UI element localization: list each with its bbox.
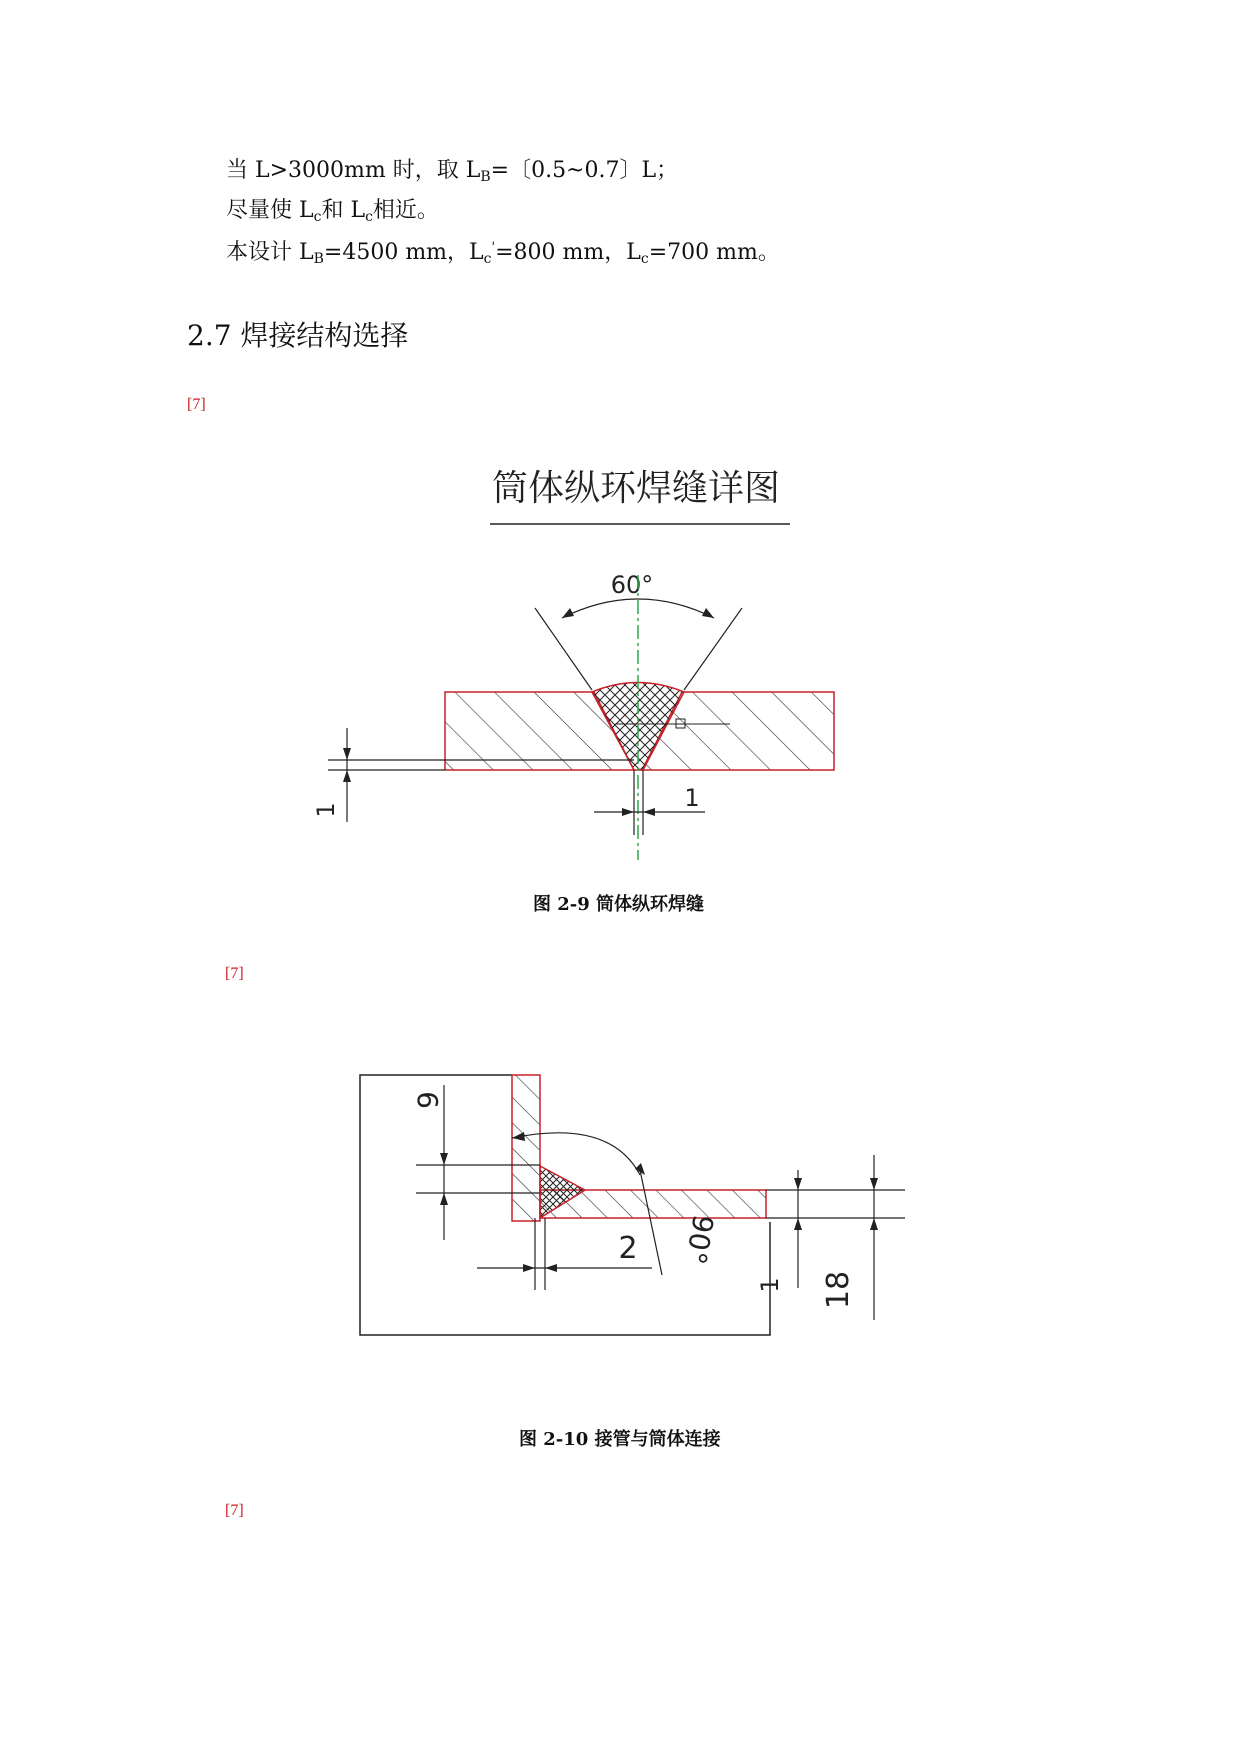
figure1-caption: 图 2-9 筒体纵环焊缝 <box>533 894 705 915</box>
body-line-3: 本设计 $L_B=4500$ mm，$L_c'=800$ mm，$L_c=700$ mm。 <box>226 240 780 267</box>
figure2-caption: 图 2-10 接管与筒体连接 <box>519 1429 721 1450</box>
body-line-2: 尽量使 $L_c$和 $L_c$相近。 <box>226 198 439 225</box>
reference-marker: [7] <box>225 1502 244 1519</box>
left-dim-label: 1 <box>312 802 340 818</box>
body-line-1: 当 L>3000mm 时，取 $L_B=$〔0.5~0.7〕L； <box>226 158 679 185</box>
right-dim-label: 18 <box>821 1270 856 1310</box>
section-heading: 2.7 焊接结构选择 <box>187 319 409 352</box>
angle-label-90: 90° <box>678 1212 720 1267</box>
nozzle-connection-figure <box>340 1060 920 1360</box>
reference-marker: [7] <box>225 965 244 982</box>
nozzle-wall <box>512 1075 540 1221</box>
weld-joint-figure <box>300 450 860 870</box>
figure1-title: 筒体纵环焊缝详图 <box>491 468 781 509</box>
gap-dim-label-2: 2 <box>618 1231 638 1266</box>
angle-label: 60° <box>610 571 654 599</box>
reference-marker: [7] <box>187 396 206 413</box>
gap-dim-label: 1 <box>684 784 700 812</box>
top-dim-label: 6 <box>411 1091 444 1109</box>
small-dim-label: 1 <box>756 1277 784 1293</box>
